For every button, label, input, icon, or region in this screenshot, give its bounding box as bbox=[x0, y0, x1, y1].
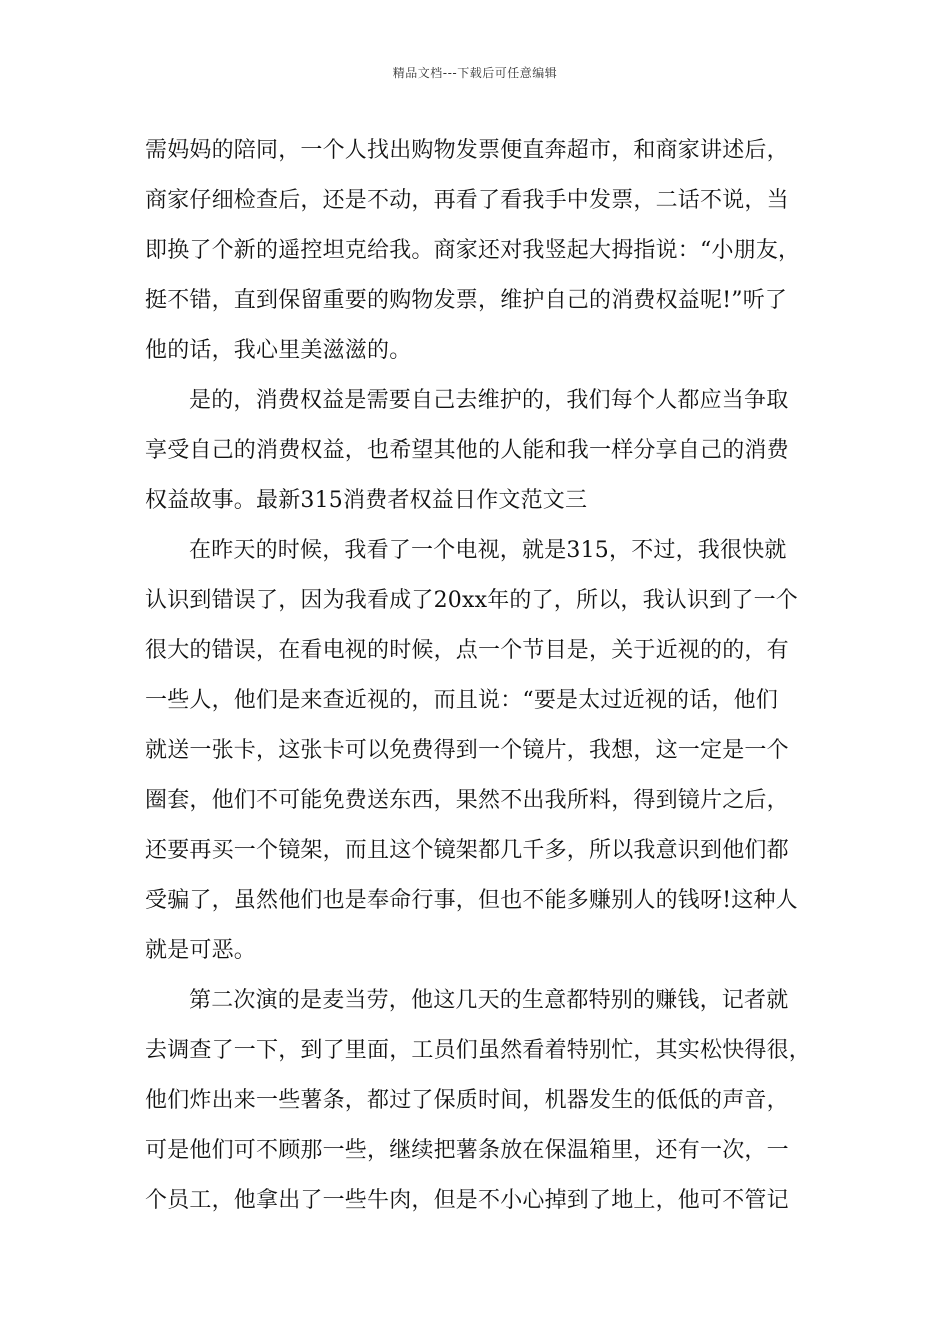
text-line: 去调查了一下，到了里面，工员们虽然看着特别忙，其实松快得很， bbox=[145, 1038, 812, 1063]
text-line: 他们炸出来一些薯条，都过了保质时间，机器发生的低低的声音， bbox=[145, 1088, 789, 1113]
text-line: 认识到错误了，因为我看成了20xx年的了，所以，我认识到了一个 bbox=[145, 588, 799, 613]
text-line: 还要再买一个镜架，而且这个镜架都几千多，所以我意识到他们都 bbox=[145, 838, 789, 863]
text-line: 个员工，他拿出了一些牛肉，但是不小心掉到了地上，他可不管记 bbox=[145, 1188, 789, 1213]
text-line: 权益故事。最新315消费者权益日作文范文三 bbox=[145, 488, 588, 513]
text-line: 受骗了，虽然他们也是奉命行事，但也不能多赚别人的钱呀!这种人 bbox=[145, 888, 798, 913]
text-line: 可是他们可不顾那一些，继续把薯条放在保温箱里，还有一次，一 bbox=[145, 1138, 789, 1163]
paragraph-start-line: 是的，消费权益是需要自己去维护的，我们每个人都应当争取 bbox=[189, 388, 789, 413]
text-line: 商家仔细检查后，还是不动，再看了看我手中发票，二话不说，当 bbox=[145, 188, 789, 213]
paragraph-start-line: 第二次演的是麦当劳，他这几天的生意都特别的赚钱，记者就 bbox=[189, 988, 789, 1013]
paragraph-start-line: 在昨天的时候，我看了一个电视，就是315，不过，我很快就 bbox=[189, 538, 787, 563]
text-line: 就送一张卡，这张卡可以免费得到一个镜片，我想，这一定是一个 bbox=[145, 738, 789, 763]
text-line: 圈套，他们不可能免费送东西，果然不出我所料，得到镜片之后， bbox=[145, 788, 789, 813]
text-line: 就是可恶。 bbox=[145, 938, 257, 963]
text-line: 享受自己的消费权益，也希望其他的人能和我一样分享自己的消费 bbox=[145, 438, 789, 463]
text-line: 一些人，他们是来查近视的，而且说：“要是太过近视的话，他们 bbox=[145, 688, 779, 713]
text-line: 即换了个新的遥控坦克给我。商家还对我竖起大拇指说：“小朋友， bbox=[145, 238, 801, 263]
text-line: 他的话，我心里美滋滋的。 bbox=[145, 338, 412, 363]
page-header: 精品文档---下载后可任意编辑 bbox=[392, 66, 558, 80]
document-body bbox=[145, 126, 825, 1226]
text-line: 很大的错误，在看电视的时候，点一个节目是，关于近视的的，有 bbox=[145, 638, 789, 663]
text-line: 需妈妈的陪同，一个人找出购物发票便直奔超市，和商家讲述后， bbox=[145, 138, 789, 163]
text-line: 挺不错，直到保留重要的购物发票，维护自己的消费权益呢!”听了 bbox=[145, 288, 788, 313]
